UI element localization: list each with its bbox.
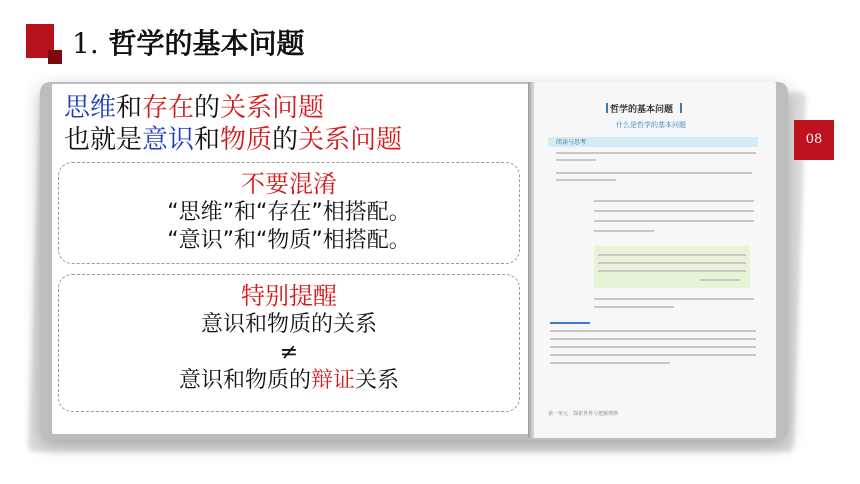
slide-title [72,22,304,62]
textbook-text-line [598,262,746,264]
special-reminder-line-1: 意识和物质的关系 [200,312,377,337]
textbook-text-line [598,270,746,272]
textbook-text-line [594,298,754,300]
textbook-quote-box [594,246,750,288]
textbook-subheading: 什么是哲学的基本问题 [616,121,686,129]
dont-confuse-heading: 不要混淆 [241,170,337,198]
intro-line-2 [64,124,402,156]
special-reminder-heading: 特别提醒 [241,282,337,310]
page-number-badge: 08 [794,120,834,160]
textbook-heading: 哲学的基本问题 [610,105,674,115]
textbook-text-line [556,172,752,174]
term-thinking: 思维 [64,93,117,123]
term-dialectical: 辩证 [310,368,355,393]
textbook-text-line [550,346,756,348]
special-reminder-box [58,274,520,412]
intro-line-1 [64,92,402,124]
line-3-prefix: 意识和物质的 [178,368,311,393]
slide-title-text: 哲学的基本问题 [108,27,305,60]
term-matter: 物质 [220,125,273,155]
dont-confuse-line-2: “意识”和“物质”相搭配。 [167,228,411,253]
intro-connector: 也就是 [64,125,143,155]
textbook-text-line [700,279,740,281]
intro-connector: 和 [116,93,143,123]
textbook-text-line [598,254,746,256]
textbook-text-line [556,159,596,161]
intro-connector: 的 [272,125,299,155]
textbook-text-line [550,354,756,356]
textbook-text-line [594,230,654,232]
dont-confuse-box [58,162,520,264]
textbook-related-link [550,322,590,324]
textbook-text-line [594,200,754,202]
intro-connector: 和 [194,125,221,155]
heading-bar-left [606,103,608,113]
special-reminder-line-3 [59,367,519,395]
intro-connector: 的 [194,93,221,123]
textbook-text-line [594,210,754,212]
textbook-text-line [594,220,754,222]
term-consciousness: 意识 [142,125,195,155]
textbook-text-line [556,179,616,181]
textbook-text-line [556,152,756,154]
line-3-suffix: 关系 [355,368,400,393]
textbook-text-line [550,362,670,364]
textbook-text-line [550,330,756,332]
term-relation-question: 关系问题 [220,93,325,123]
heading-bar-right [680,103,682,113]
textbook-text-line [550,338,756,340]
term-relation-question: 关系问题 [298,125,403,155]
term-existence: 存在 [142,93,195,123]
intro-text [64,92,402,156]
not-equal-symbol: ≠ [279,340,299,365]
title-accent-block [26,24,54,58]
textbook-section-tag-text: 阅读与思考 [556,139,587,146]
textbook-footer: 第一单元 探索世界与把握规律 [548,411,619,417]
slide-title-number: 1. [72,27,99,60]
textbook-text-line [594,306,674,308]
dont-confuse-line-1: “思维”和“存在”相搭配。 [167,200,411,225]
